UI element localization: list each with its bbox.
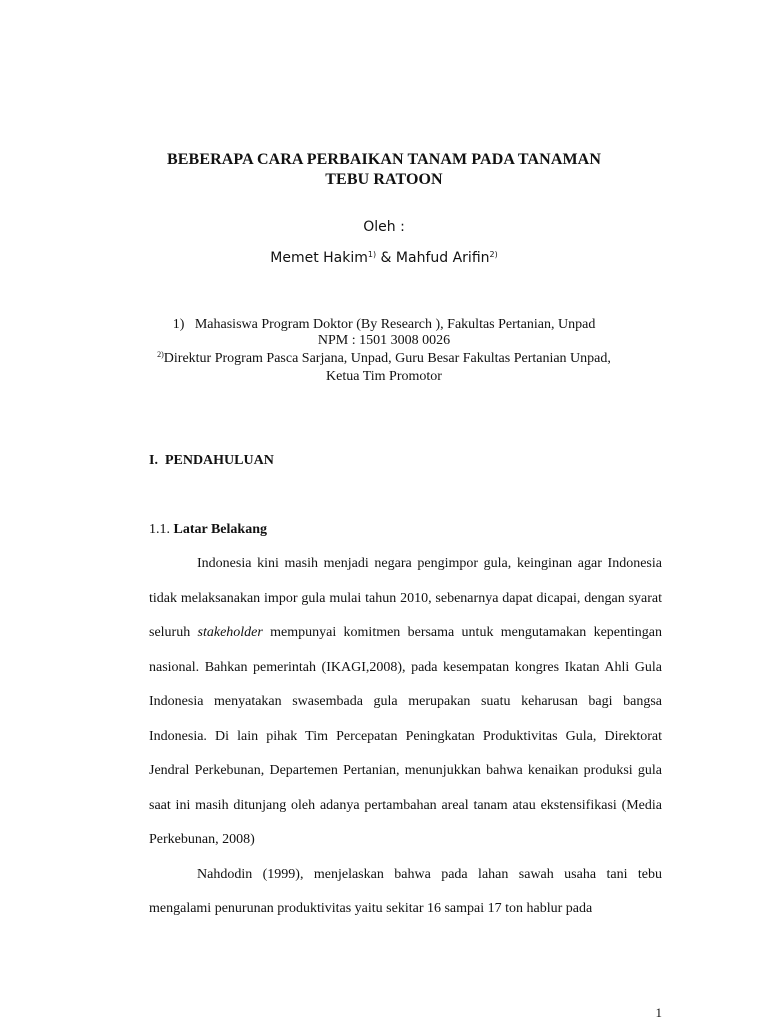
body-text (149, 547, 662, 927)
author-1-name: Memet Hakim (270, 250, 368, 266)
affiliation-1-npm: NPM : 1501 3008 0026 (317, 333, 451, 348)
author-line (0, 250, 768, 266)
paragraph-2: Nahdodin (1999), menjelaskan bahwa pada lahan sawah usaha tani tebu mengalami penurunan produktivitas yaitu sekitar 16 sampai 17 ton hablur pada (149, 866, 662, 916)
paper-title-line-2: TEBU RATOON (325, 171, 443, 188)
byline: Oleh : (363, 219, 405, 235)
author-1-affiliation-mark: 1) (367, 250, 377, 259)
paragraph-1 (149, 547, 662, 858)
section-heading: I. PENDAHULUAN (149, 453, 274, 468)
affiliation-2-line (0, 350, 768, 368)
author-2-name: Mahfud Arifin (395, 250, 490, 266)
author-2-affiliation-mark: 2) (489, 250, 498, 259)
affiliation-2-text: Direktur Program Pasca Sarjana, Unpad, Guru Besar Fakultas Pertanian Unpad, (163, 351, 611, 366)
subsection-number: 1.1. (149, 522, 174, 537)
paper-title-line-1: BEBERAPA CARA PERBAIKAN TANAM PADA TANAMAN (167, 151, 601, 168)
page-number: 1 (655, 1005, 662, 1020)
paragraph-1-italic-term: stakeholder (197, 625, 263, 640)
author-separator: & (376, 250, 396, 266)
subsection-title: Latar Belakang (173, 522, 267, 537)
affiliation-1-line: 1) Mahasiswa Program Doktor (By Research ), Fakultas Pertanian, Unpad (172, 317, 596, 332)
affiliation-2-mark: 2) (157, 350, 164, 359)
subsection-heading (149, 522, 267, 538)
affiliation-2-continuation: Ketua Tim Promotor (326, 369, 442, 384)
paragraph-1-text-a: Indonesia kini masih menjadi negara pengimpor gula, keinginan agar Indonesia tidak melaksanakan impor gula mulai tahun 2010, sebenarnya dapat dicapai, dengan syarat seluruh (149, 556, 662, 640)
paragraph-1-text-b: mempunyai komitmen bersama untuk mengutamakan kepentingan nasional. Bahkan pemerintah (IKAGI,2008), pada kesempatan kongres Ikatan Ahli Gula Indonesia menyatakan swasembada gula merupakan suatu keharusan bagi bangsa Indonesia. Di lain pihak Tim Percepatan Peningkatan Produktivitas Gula, Direktorat Jendral Perkebunan, Departemen Pertanian, menunjukkan bahwa kenaikan produksi gula saat ini masih ditunjang oleh adanya pertambahan areal tanam atau ekstensifikasi (Media Perkebunan, 2008) (149, 625, 662, 847)
